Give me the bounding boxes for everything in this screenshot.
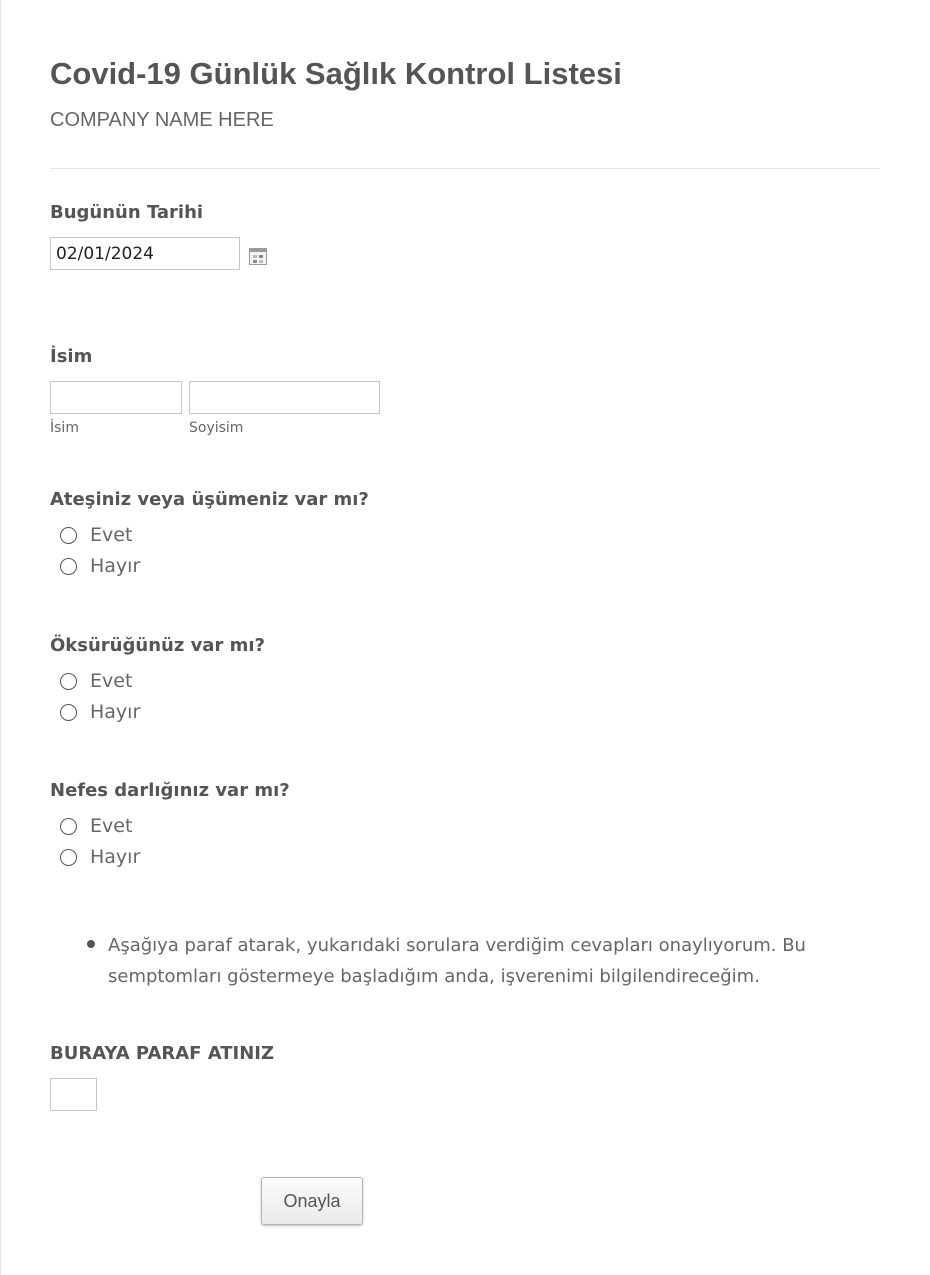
question-cough-label: Öksürüğünüz var mı? [50, 635, 265, 656]
radio-label: Hayır [90, 846, 141, 868]
consent-text: Aşağıya paraf atarak, yukarıdaki sorulara verdiğim cevapları onaylıyorum. Bu semptomları göstermeye başladığım anda, işverenimi bilgilendireceğim. [108, 935, 806, 987]
radio-button[interactable] [60, 558, 77, 575]
radio-button[interactable] [60, 849, 77, 866]
last-name-input[interactable] [189, 381, 380, 414]
first-name-sublabel: İsim [50, 420, 79, 436]
radio-label: Evet [90, 524, 133, 546]
form-title: Covid-19 Günlük Sağlık Kontrol Listesi [50, 56, 622, 91]
question-breath-label: Nefes darlığınız var mı? [50, 780, 290, 801]
radio-label: Hayır [90, 555, 141, 577]
page-border [0, 0, 1, 1275]
form-subtitle: COMPANY NAME HERE [50, 109, 274, 131]
radio-button[interactable] [60, 673, 77, 690]
radio-label: Evet [90, 815, 133, 837]
radio-button[interactable] [60, 704, 77, 721]
last-name-sublabel: Soyisim [189, 420, 244, 436]
calendar-icon[interactable] [249, 248, 267, 265]
initials-label: BURAYA PARAF ATINIZ [50, 1043, 275, 1064]
submit-button[interactable]: Onayla [261, 1177, 363, 1225]
initials-input[interactable] [50, 1078, 97, 1111]
name-label: İsim [50, 346, 93, 367]
radio-label: Hayır [90, 701, 141, 723]
date-input[interactable] [50, 237, 240, 270]
radio-button[interactable] [60, 527, 77, 544]
first-name-input[interactable] [50, 381, 182, 414]
date-label: Bugünün Tarihi [50, 202, 204, 223]
consent-notice [108, 930, 868, 992]
radio-label: Evet [90, 670, 133, 692]
bullet-icon [87, 940, 95, 948]
header-divider [50, 168, 880, 169]
radio-button[interactable] [60, 818, 77, 835]
question-fever-label: Ateşiniz veya üşümeniz var mı? [50, 489, 369, 510]
